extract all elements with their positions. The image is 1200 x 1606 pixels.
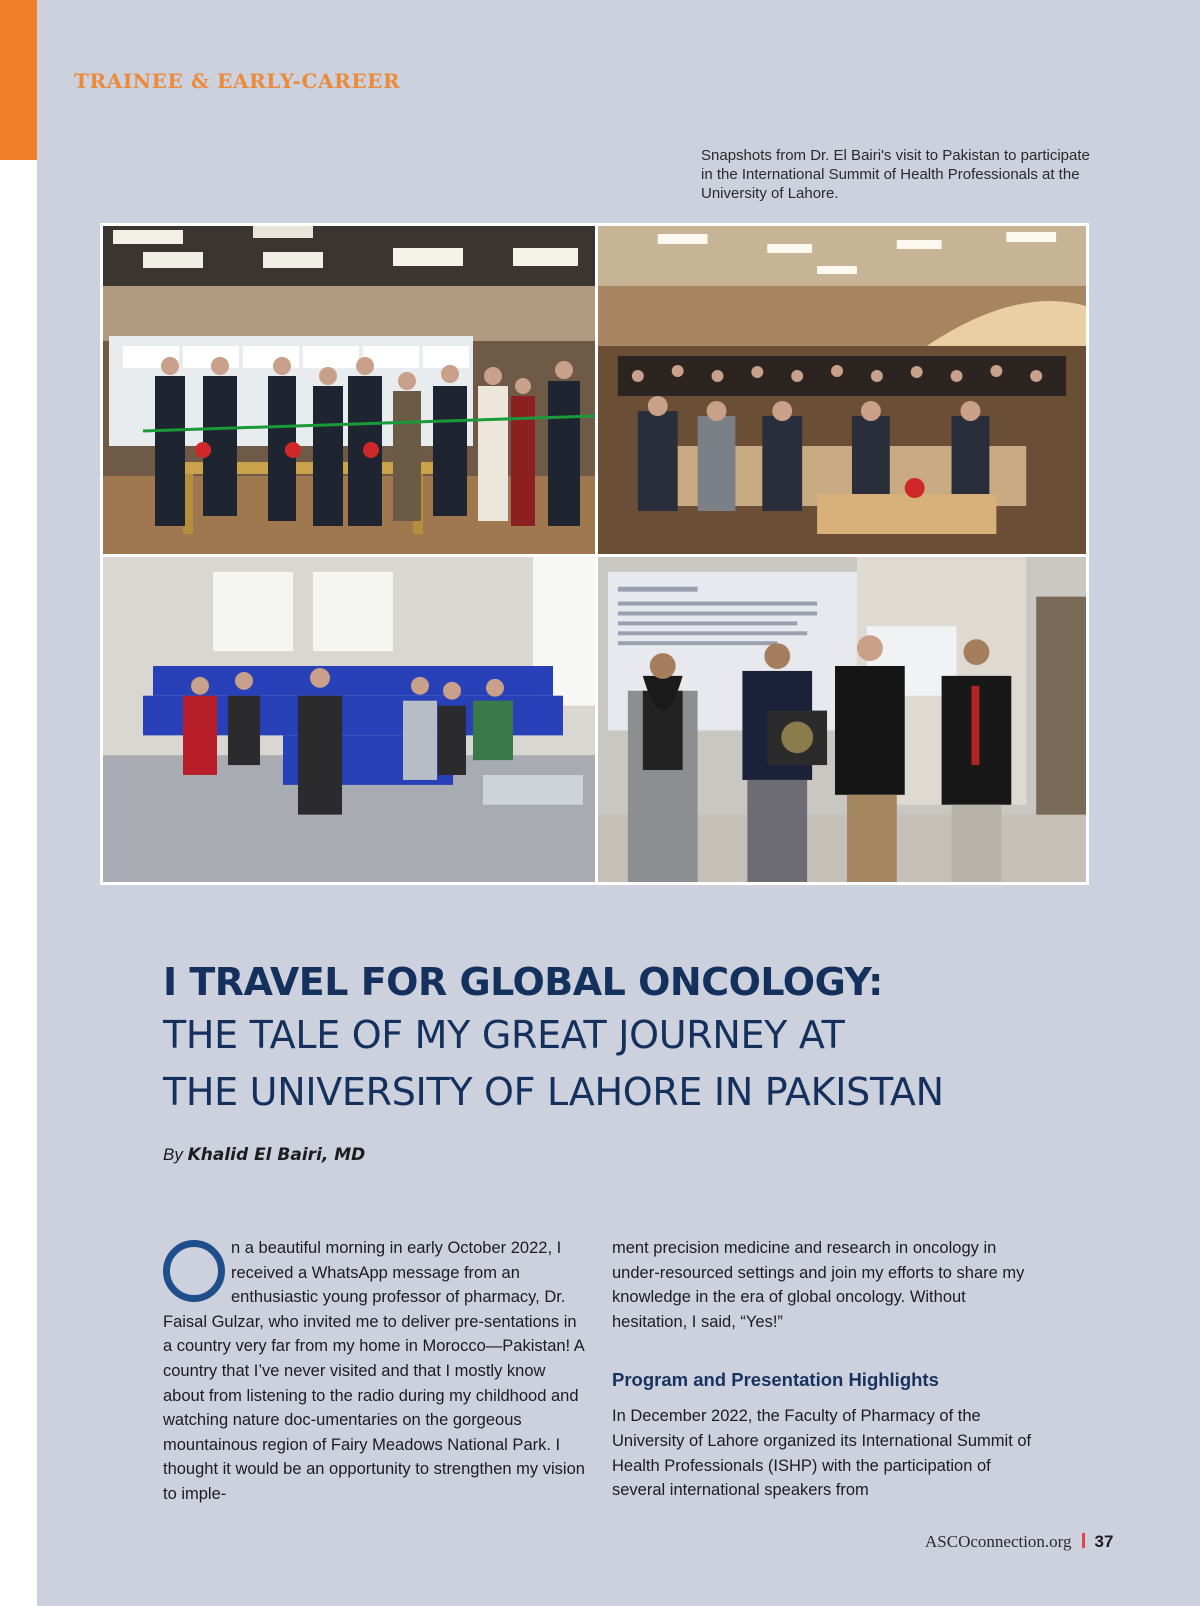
photo-plaque-presentation-image bbox=[598, 557, 1086, 882]
dropcap-o bbox=[163, 1240, 225, 1302]
photo-ribbon-cutting-image bbox=[103, 226, 595, 554]
byline bbox=[163, 1145, 365, 1165]
photo-ribbon-cutting bbox=[103, 226, 595, 554]
page-margin bbox=[0, 0, 37, 1606]
photo-auditorium-audience bbox=[598, 226, 1086, 554]
article-subhead: Program and Presentation Highlights bbox=[612, 1369, 939, 1391]
byline-prefix: By bbox=[163, 1145, 183, 1164]
section-label: TRAINEE & EARLY-CAREER bbox=[74, 69, 401, 93]
article-column-right bbox=[612, 1236, 1037, 1503]
article-headline bbox=[163, 958, 1063, 1120]
photo-lecture-hall-image bbox=[103, 557, 595, 882]
headline-line-2: THE TALE OF MY GREAT JOURNEY AT bbox=[163, 1013, 845, 1057]
section-tab bbox=[0, 0, 37, 160]
byline-author: Khalid El Bairi, MD bbox=[187, 1145, 366, 1165]
article-paragraph-1: n a beautiful morning in early October 2022, I received a WhatsApp message from an enthusiastic young professor of pharmacy, Dr. Faisal Gulzar, who invited me to deliver pre-sentations in a country very far from my home in Morocco—Pakistan! A country that I’ve never visited and that I mostly know about from listening to the radio during my childhood and watching nature doc-umentaries on the gorgeous mountainous region of Fairy Meadows National Park. I thought it would be an opportunity to strengthen my vision to imple- bbox=[163, 1239, 585, 1503]
photo-caption: Snapshots from Dr. El Bairi's visit to Pakistan to participate in the International Summit of Health Professionals at the University of Lahore. bbox=[701, 147, 1090, 202]
page-number: 37 bbox=[1094, 1532, 1114, 1551]
headline-line-3: THE UNIVERSITY OF LAHORE IN PAKISTAN bbox=[163, 1070, 944, 1114]
photo-grid bbox=[100, 223, 1089, 885]
page-footer bbox=[925, 1532, 1113, 1552]
footer-separator bbox=[1082, 1533, 1085, 1548]
headline-line-1: I TRAVEL FOR GLOBAL ONCOLOGY: bbox=[163, 960, 883, 1004]
footer-site: ASCOconnection.org bbox=[925, 1532, 1072, 1551]
article-column-left bbox=[163, 1236, 588, 1507]
article-paragraph-2: ment precision medicine and research in oncology in under-resourced settings and join my efforts to share my knowledge in the era of global oncology. Without hesitation, I said, “Yes!” bbox=[612, 1239, 1025, 1331]
photo-auditorium-audience-image bbox=[598, 226, 1086, 554]
photo-lecture-hall bbox=[103, 557, 595, 882]
photo-plaque-presentation bbox=[598, 557, 1086, 882]
article-paragraph-3: In December 2022, the Faculty of Pharmacy of the University of Lahore organized its International Summit of Health Professionals (ISHP) with the participation of several international speakers from bbox=[612, 1407, 1032, 1500]
